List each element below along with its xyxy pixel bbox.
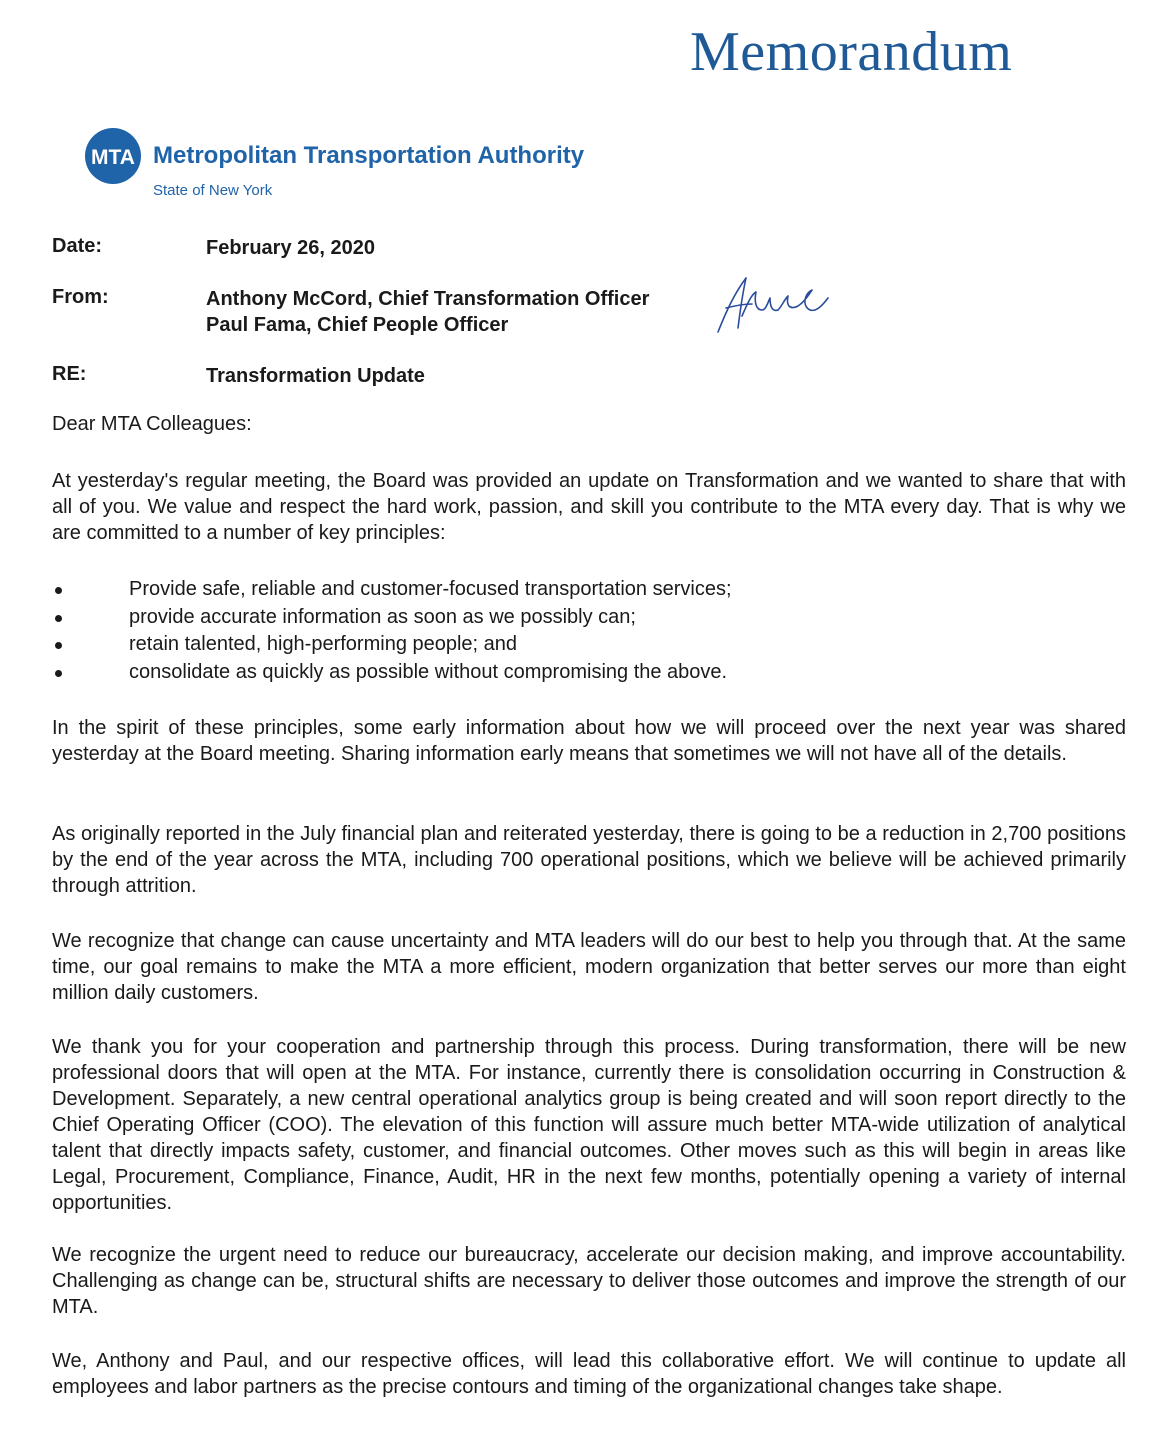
mta-logo-text: MTA	[91, 146, 135, 169]
re-value: Transformation Update	[206, 365, 425, 387]
from-sender-2: Paul Fama, Chief People Officer	[206, 314, 509, 336]
principles-list	[52, 576, 732, 686]
paragraph-closing: We, Anthony and Paul, and our respective offices, will lead this collaborative effort. We will continue to update all employees and labor partners as the precise contours and timing of the organizational changes take shape.	[52, 1350, 1126, 1398]
paragraph-uncertainty: We recognize that change can cause uncertainty and MTA leaders will do our best to help you through that. At the same time, our goal remains to make the MTA a more efficient, modern organization that better serves our more than eight million daily customers.	[52, 930, 1126, 1004]
organization-subtitle: State of New York	[153, 182, 273, 199]
date-label: Date:	[52, 235, 103, 257]
from-sender-1: Anthony McCord, Chief Transformation Officer	[206, 288, 650, 310]
paragraph-spirit: In the spirit of these principles, some early information about how we will proceed over the next year was shared yesterday at the Board meeting. Sharing information early means that sometimes we will not have all of the details.	[52, 717, 1126, 765]
date-value: February 26, 2020	[206, 237, 375, 259]
principle-text: Provide safe, reliable and customer-focused transportation services;	[129, 578, 732, 600]
list-item	[52, 631, 732, 659]
re-label: RE:	[52, 363, 87, 385]
paragraph-bureaucracy: We recognize the urgent need to reduce our bureaucracy, accelerate our decision making, and improve accountability. Challenging as change can be, structural shifts are necessary to deliver those outcomes and improve the strength of our MTA.	[52, 1244, 1126, 1318]
bullet-icon	[55, 587, 62, 594]
paragraph-opportunities: We thank you for your cooperation and partnership through this process. During transformation, there will be new professional doors that will open at the MTA. For instance, currently there is consolidation occurring in Construction & Development. Separately, a new central operational analytics group is being created and will soon report directly to the Chief Operating Officer (COO). The elevation of this function will assure much better MTA-wide utilization of analytical talent that directly impacts safety, customer, and financial outcomes. Other moves such as this will begin in areas like Legal, Procurement, Compliance, Finance, Audit, HR in the next few months, potentially opening a variety of internal opportunities.	[52, 1036, 1126, 1214]
principle-text: retain talented, high-performing people; and	[129, 633, 518, 655]
list-item	[52, 659, 732, 687]
salutation: Dear MTA Colleagues:	[52, 413, 252, 435]
mta-logo	[85, 128, 141, 184]
bullet-icon	[55, 615, 62, 622]
from-label: From:	[52, 286, 109, 308]
paragraph-reduction: As originally reported in the July financial plan and reiterated yesterday, there is going to be a reduction in 2,700 positions by the end of the year across the MTA, including 700 operational positions, which we believe will be achieved primarily through attrition.	[52, 823, 1126, 897]
organization-name: Metropolitan Transportation Authority	[153, 142, 585, 169]
handwritten-signature	[712, 272, 832, 347]
principle-text: consolidate as quickly as possible without compromising the above.	[129, 660, 728, 683]
bullet-icon	[55, 642, 62, 649]
paragraph-intro: At yesterday's regular meeting, the Board was provided an update on Transformation and we wanted to share that with all of you. We value and respect the hard work, passion, and skill you contribute to the MTA every day. That is why we are committed to a number of key principles:	[52, 470, 1126, 544]
memo-title: Memorandum	[690, 21, 1013, 83]
list-item	[52, 576, 732, 604]
principle-text: provide accurate information as soon as we possibly can;	[129, 605, 636, 628]
list-item	[52, 604, 732, 632]
bullet-icon	[55, 670, 62, 677]
